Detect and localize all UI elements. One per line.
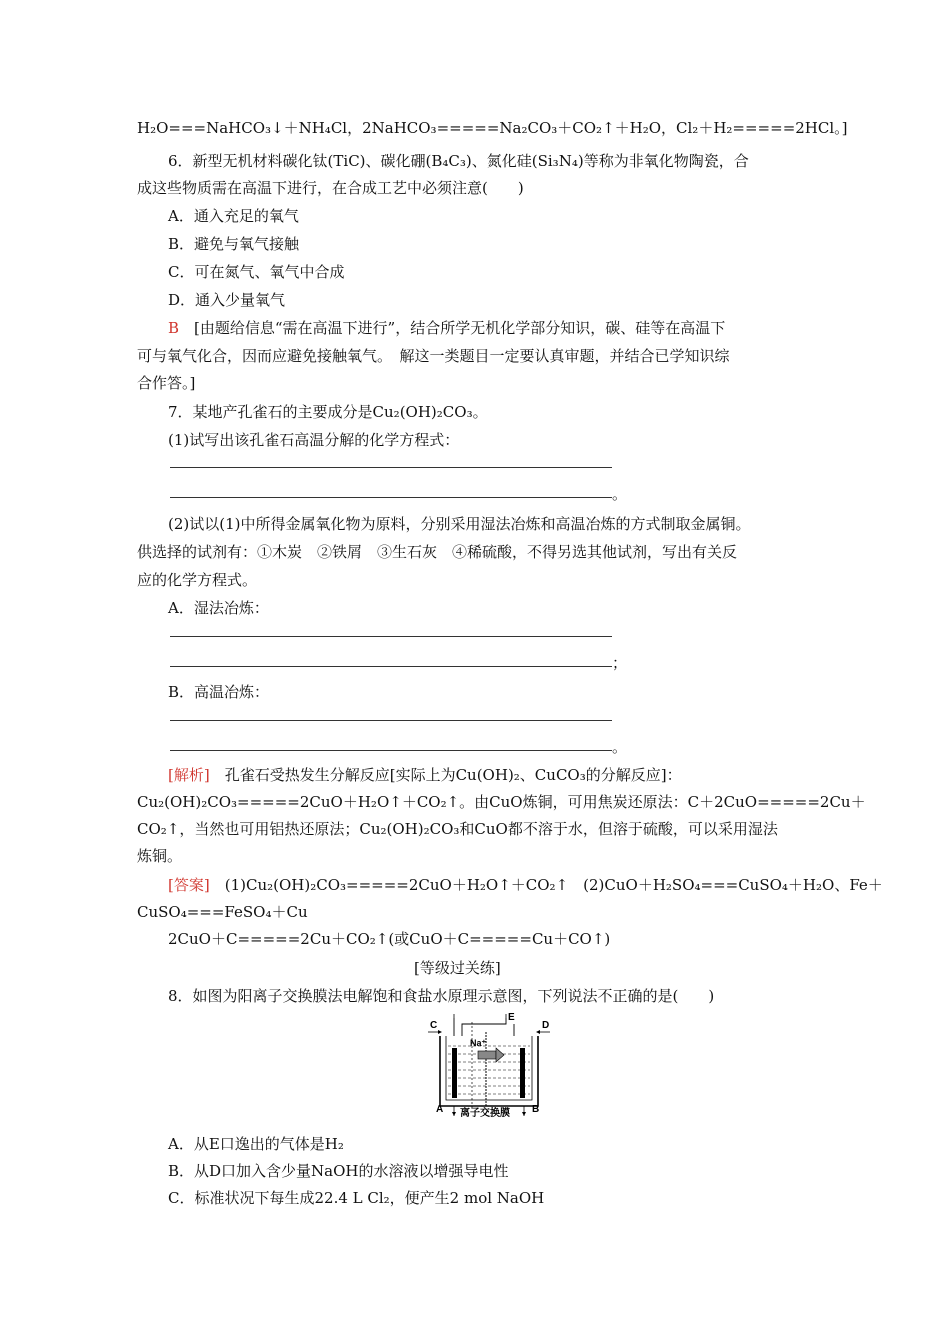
semicolon: ；: [612, 654, 628, 672]
question-7-part-2: (2)试以(1)中所得金属氧化物为原料，分别采用湿法冶炼和高温冶炼的方式制取金属铜。: [168, 515, 751, 533]
answer-blank[interactable]: [170, 666, 612, 667]
part-2-b-label: B．高温冶炼：: [168, 683, 270, 701]
answer-key-text-end: 2CuO＋C=====2Cu＋CO₂↑(或CuO＋C=====Cu＋CO↑): [168, 930, 611, 948]
question-7-part-2-cont: 供选择的试剂有：①木炭 ②铁屑 ③生石灰 ④稀硫酸，不得另选其他试剂，写出有关反: [137, 543, 738, 561]
answer-explanation-end: 合作答。]: [137, 374, 196, 392]
label-d: D: [542, 1020, 550, 1031]
question-7-part-1: (1)试写出该孔雀石高温分解的化学方程式：: [168, 431, 460, 449]
label-e: E: [508, 1012, 515, 1023]
label-b: B: [532, 1104, 540, 1115]
analysis-text-end: 炼铜。: [137, 847, 183, 865]
answer-letter: B: [168, 319, 180, 337]
arrow-icon: [496, 1048, 504, 1062]
answer-key-text-cont: CuSO₄===FeSO₄＋Cu: [137, 903, 308, 921]
answer-blank[interactable]: [170, 467, 612, 468]
period: 。: [612, 485, 628, 503]
analysis-text-cont: CO₂↑，当然也可用铝热还原法；Cu₂(OH)₂CO₃和CuO都不溶于水，但溶于硫酸，可以采用湿法: [137, 820, 778, 838]
section-heading: [等级过关练]: [414, 959, 501, 977]
option-a: A．通入充足的氧气: [168, 207, 299, 225]
answer-key-text: (1)Cu₂(OH)₂CO₃=====2CuO＋H₂O↑＋CO₂↑ (2)CuO＋H₂SO₄===CuSO₄＋H₂O、Fe＋: [209, 876, 883, 894]
analysis-tag: [解析]: [168, 766, 210, 784]
answer-explanation-cont: 可与氧气化合，因而应避免接触氧气。 解这一类题目一定要认真审题，并结合已学知识综: [137, 347, 730, 365]
electrolysis-diagram: [428, 1012, 550, 1118]
part-2-a-label: A．湿法冶炼：: [168, 599, 269, 617]
question-7-part-2-end: 应的化学方程式。: [137, 571, 258, 589]
analysis-text: 孔雀石受热发生分解反应[实际上为Cu(OH)₂、CuCO₃的分解反应]：: [209, 766, 682, 784]
question-7-stem: 7．某地产孔雀石的主要成分是Cu₂(OH)₂CO₃。: [168, 403, 488, 421]
label-c: C: [430, 1020, 438, 1031]
analysis-text-cont: Cu₂(OH)₂CO₃=====2CuO＋H₂O↑＋CO₂↑。由CuO炼铜，可用焦炭还原法：C＋2CuO=====2Cu＋: [137, 793, 866, 811]
answer-key-tag: [答案]: [168, 876, 210, 894]
label-a: A: [436, 1104, 444, 1115]
question-6-stem-cont: 成这些物质需在高温下进行，在合成工艺中必须注意( ): [137, 179, 524, 197]
answer-key-line: [168, 875, 883, 895]
answer-blank[interactable]: [170, 720, 612, 721]
cathode: [520, 1048, 525, 1098]
membrane-caption: 离子交换膜: [460, 1108, 510, 1118]
option-d: D．通入少量氧气: [168, 291, 286, 309]
answer-line: [168, 318, 725, 338]
option-c: C．可在氮气、氧气中合成: [168, 263, 345, 281]
option-b: B．从D口加入含少量NaOH的水溶液以增强导电性: [168, 1162, 509, 1180]
answer-blank[interactable]: [170, 636, 612, 637]
question-6-stem: 6．新型无机材料碳化钛(TiC)、碳化硼(B₄C₃)、氮化硅(Si₃N₄)等称为非氧化物陶瓷，合: [168, 152, 749, 170]
question-8-stem: 8．如图为阳离子交换膜法电解饱和食盐水原理示意图，下列说法不正确的是( ): [168, 987, 715, 1005]
anode: [452, 1048, 457, 1098]
analysis-line: [168, 765, 682, 785]
answer-explanation: [由题给信息“需在高温下进行”，结合所学无机化学部分知识，碳、硅等在高温下: [179, 319, 726, 337]
text-line: H₂O===NaHCO₃↓＋NH₄Cl，2NaHCO₃=====Na₂CO₃＋CO₂↑＋H₂O，Cl₂＋H₂=====2HCl。]: [137, 119, 848, 137]
option-b: B．避免与氧气接触: [168, 235, 300, 253]
answer-blank[interactable]: [170, 750, 612, 751]
option-a: A．从E口逸出的气体是H₂: [168, 1135, 344, 1153]
answer-blank[interactable]: [170, 497, 612, 498]
label-na-ion: Na⁺: [470, 1038, 487, 1048]
period: 。: [612, 738, 628, 756]
option-c: C．标准状况下每生成22.4 L Cl₂，便产生2 mol NaOH: [168, 1189, 545, 1207]
